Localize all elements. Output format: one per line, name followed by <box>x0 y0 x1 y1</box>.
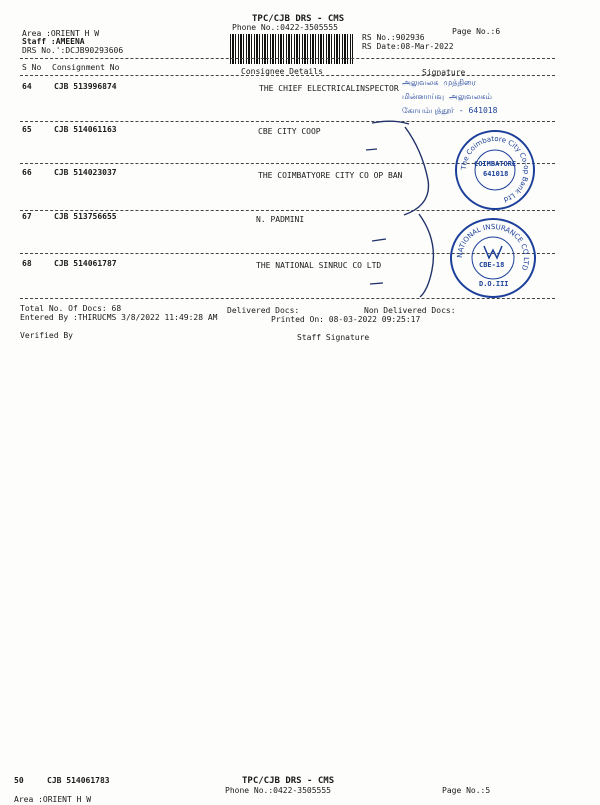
next-row-consignment: CJB 514061783 <box>47 776 110 785</box>
next-row-sno: 50 <box>14 776 24 785</box>
col-consignment: Consignment No <box>52 63 120 72</box>
row-sno: 64 <box>22 82 32 91</box>
insurance-seal-office: D.O.III <box>479 280 509 288</box>
rs-date: RS Date:08-Mar-2022 <box>362 42 454 51</box>
col-signature: Signature <box>422 68 466 77</box>
delivered-docs: Delivered Docs: <box>227 306 300 315</box>
row-consignment: CJB 513996874 <box>54 82 117 91</box>
staff-label: Staff :AMEENA <box>22 37 85 46</box>
next-page-phone: Phone No.:0422-3505555 <box>225 786 331 795</box>
phone-number: Phone No.:0422-3505555 <box>232 23 338 32</box>
row-sno: 65 <box>22 125 32 134</box>
svg-text:NATIONAL INSURANCE CO LTD: NATIONAL INSURANCE CO LTD <box>455 222 531 272</box>
row-consignee: THE NATIONAL SINRUC CO LTD <box>256 261 382 270</box>
printed-on: Printed On: 08-03-2022 09:25:17 <box>271 315 421 324</box>
verified-by: Verified By <box>20 331 73 340</box>
total-docs: Total No. Of Docs: 68 <box>20 304 122 313</box>
row-consignee: CBE CITY COOP <box>258 127 321 136</box>
tamil-stamp-line2: மின்னாய்வு அலுவலகம் <box>402 92 492 101</box>
tamil-stamp-line3: கோயம்புத்தூர் - 641018 <box>402 106 498 115</box>
row-consignment: CJB 514023037 <box>54 168 117 177</box>
document-title: TPC/CJB DRS - CMS <box>252 14 345 24</box>
row-sno: 68 <box>22 259 32 268</box>
next-page-number: Page No.:5 <box>442 786 491 795</box>
area-label: Area :ORIENT H W <box>22 29 100 38</box>
drs-number: DRS No.':DCJB90293606 <box>22 46 124 55</box>
row-consignment: CJB 513756655 <box>54 212 117 221</box>
col-sno: S No <box>22 63 42 72</box>
next-page-area: Area :ORIENT H W <box>14 795 92 804</box>
row-consignment: CJB 514061163 <box>54 125 117 134</box>
row-consignee: N. PADMINI <box>256 215 305 224</box>
row-consignee: THE COIMBATYORE CITY CO OP BAN <box>258 171 403 180</box>
row-consignment: CJB 514061787 <box>54 259 117 268</box>
bank-seal-city: COIMBATORE <box>474 160 517 168</box>
row-sno: 67 <box>22 212 32 221</box>
rs-number: RS No.:902936 <box>362 33 425 42</box>
insurance-seal-code: CBE-18 <box>479 261 505 269</box>
row-sno: 66 <box>22 168 32 177</box>
page-number: Page No.:6 <box>452 27 501 36</box>
next-page-title: TPC/CJB DRS - CMS <box>242 776 335 786</box>
row-consignee: THE CHIEF ELECTRICALINSPECTOR <box>259 84 399 93</box>
tamil-stamp-line1: அலுவலக முத்திரை <box>402 78 476 87</box>
bank-seal-pin: 641018 <box>483 170 509 178</box>
col-consignee: Consignee Details <box>241 67 323 76</box>
svg-text:The Coimbatore City Co-op Bank: The Coimbatore City Co-op Bank Ltd <box>459 134 531 204</box>
entered-by: Entered By :THIRUCMS 3/8/2022 11:49:28 AM <box>20 313 218 322</box>
non-delivered-docs: Non Delivered Docs: <box>364 306 456 315</box>
staff-signature: Staff Signature <box>297 333 370 342</box>
